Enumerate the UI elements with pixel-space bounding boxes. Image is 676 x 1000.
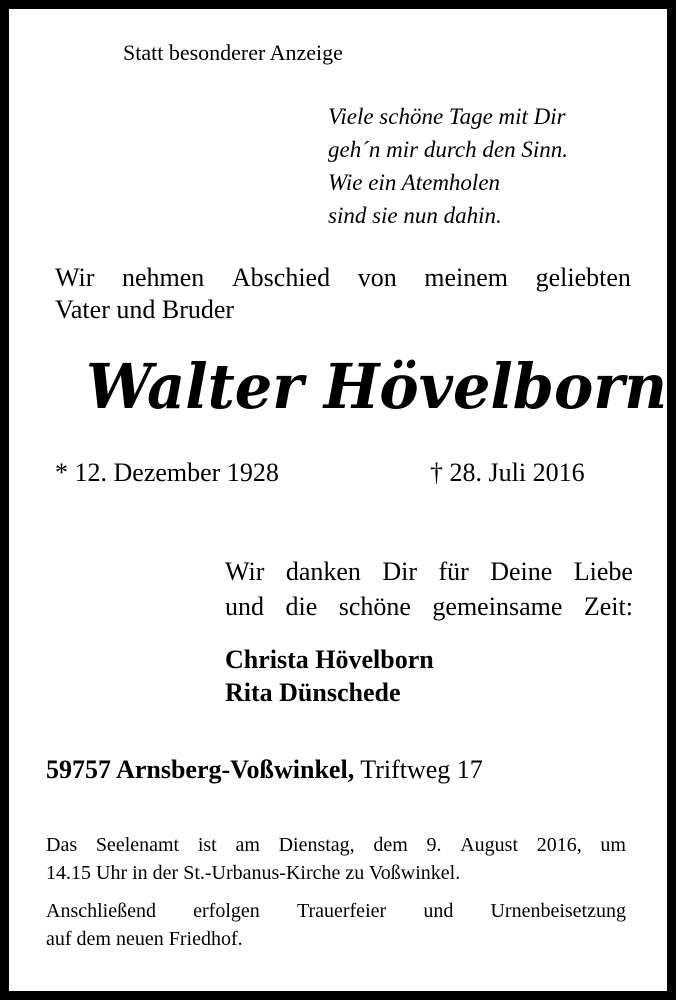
burial-notice bbox=[46, 897, 626, 953]
notice-line: auf dem neuen Friedhof. bbox=[46, 928, 243, 950]
notice-line bbox=[46, 831, 626, 859]
thanks-word: Wir bbox=[225, 557, 265, 586]
death-date: † 28. Juli 2016 bbox=[430, 458, 585, 487]
notice-word: Seelenamt bbox=[95, 834, 180, 856]
thanks-word: schöne bbox=[338, 592, 411, 621]
poem-line: geh´n mir durch den Sinn. bbox=[328, 137, 568, 162]
notice-word: ist bbox=[197, 834, 217, 856]
poem-line: Wie ein Atemholen bbox=[328, 170, 501, 195]
address bbox=[46, 755, 483, 785]
notice-word: Dienstag, bbox=[278, 834, 355, 856]
thanks-word: gemeinsame bbox=[432, 592, 563, 621]
intro-word: nehmen bbox=[121, 263, 205, 292]
intro-line-1 bbox=[55, 262, 631, 294]
notice-word: Anschließend bbox=[46, 900, 156, 922]
notice-word: um bbox=[600, 834, 626, 856]
header-notice: Statt besonderer Anzeige bbox=[123, 40, 343, 65]
notice-word: Das bbox=[46, 834, 78, 856]
address-city: 59757 Arnsberg-Voßwinkel, bbox=[46, 755, 355, 784]
notice-word: am bbox=[235, 834, 260, 856]
poem-line: sind sie nun dahin. bbox=[328, 203, 502, 228]
thanks-word: für bbox=[438, 557, 469, 586]
signer-name: Christa Hövelborn bbox=[225, 645, 434, 674]
signer-name: Rita Dünschede bbox=[225, 678, 401, 707]
notice-word: und bbox=[423, 900, 454, 922]
notice-word: Trauerfeier bbox=[296, 900, 387, 922]
notice-word: dem bbox=[373, 834, 408, 856]
intro-word: Abschied bbox=[231, 263, 331, 292]
thanks-word: Liebe bbox=[573, 557, 633, 586]
poem bbox=[328, 100, 568, 232]
thanks-word: Dir bbox=[382, 557, 418, 586]
address-street: Triftweg 17 bbox=[360, 755, 483, 784]
intro-line-2: Vater und Bruder bbox=[55, 295, 235, 324]
intro-word: geliebten bbox=[535, 263, 631, 292]
thanks-line-1 bbox=[225, 554, 633, 589]
deceased-name: Walter Hövelborn bbox=[86, 350, 668, 423]
intro-word: Wir bbox=[55, 263, 95, 292]
notice-line: 14.15 Uhr in der St.-Urbanus-Kirche zu Voßwinkel. bbox=[46, 862, 461, 884]
thanks-word: Deine bbox=[490, 557, 553, 586]
poem-line: Viele schöne Tage mit Dir bbox=[328, 104, 566, 129]
thanks-word: und bbox=[225, 592, 264, 621]
notice-word: August bbox=[460, 834, 519, 856]
thanks-word: Zeit: bbox=[583, 592, 633, 621]
notice-word: erfolgen bbox=[193, 900, 260, 922]
service-notice bbox=[46, 831, 626, 887]
thanks-line-2 bbox=[225, 589, 633, 624]
thanks-text bbox=[225, 554, 633, 624]
thanks-word: die bbox=[285, 592, 318, 621]
intro-text bbox=[55, 262, 631, 326]
notice-word: 2016, bbox=[536, 834, 582, 856]
intro-word: von bbox=[357, 263, 397, 292]
notice-word: Urnenbeisetzung bbox=[490, 900, 626, 922]
birth-date: * 12. Dezember 1928 bbox=[55, 458, 279, 487]
notice-line bbox=[46, 897, 626, 925]
thanks-word: danken bbox=[285, 557, 361, 586]
intro-word: meinem bbox=[424, 263, 509, 292]
notice-word: 9. bbox=[426, 834, 442, 856]
